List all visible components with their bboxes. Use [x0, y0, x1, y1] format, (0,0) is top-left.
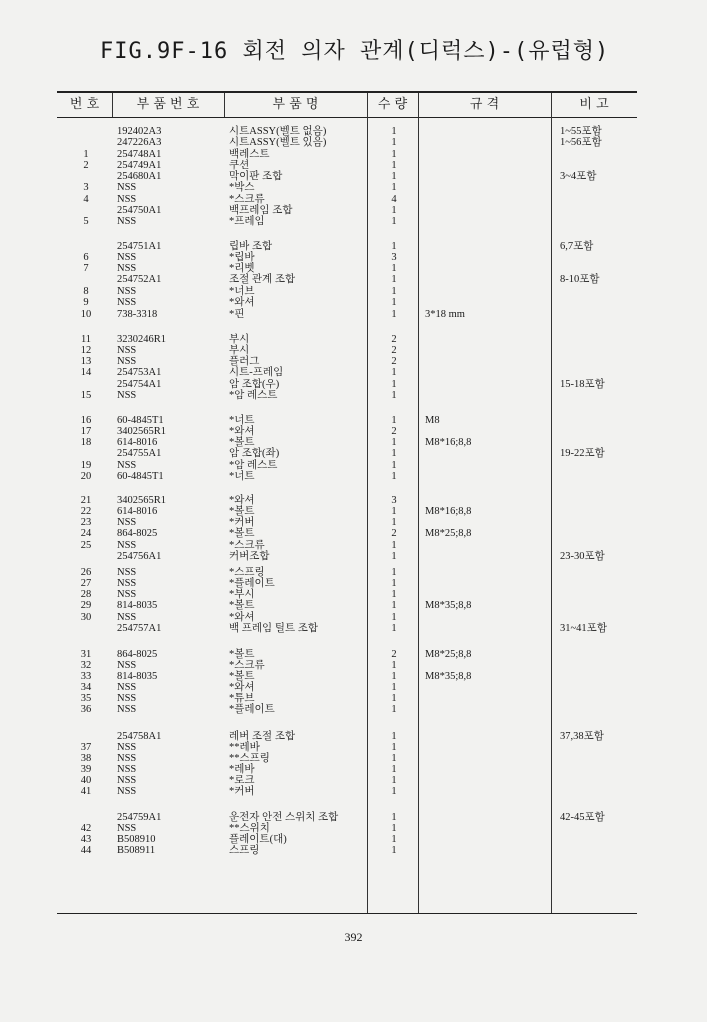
item-number: 22: [80, 506, 92, 517]
part-number: 254749A1: [117, 160, 162, 171]
part-name: *와셔: [229, 297, 255, 308]
quantity: 1: [391, 149, 397, 160]
table-row: [0, 263, 707, 274]
part-number: NSS: [117, 567, 137, 578]
quantity: 1: [391, 682, 397, 693]
page-title: FIG.9F-16 회전 의자 관계(디럭스)-(유럽형): [100, 39, 610, 64]
item-number: 4: [83, 194, 89, 205]
part-number: NSS: [117, 345, 137, 356]
header-bottom-rule: [57, 117, 637, 118]
table-row: [0, 600, 707, 611]
item-number: 28: [80, 589, 92, 600]
part-number: NSS: [117, 286, 137, 297]
part-name: *와셔: [229, 426, 255, 437]
part-number: NSS: [117, 753, 137, 764]
part-name: *볼트: [229, 437, 255, 448]
table-row: [0, 671, 707, 682]
item-number: 3: [83, 182, 89, 193]
table-row: [0, 334, 707, 345]
part-number: NSS: [117, 742, 137, 753]
item-number: 39: [80, 764, 92, 775]
item-number: 19: [80, 460, 92, 471]
specification: M8*25;8,8: [425, 649, 472, 660]
part-number: 254755A1: [117, 448, 162, 459]
part-number: NSS: [117, 460, 137, 471]
part-name: *와셔: [229, 612, 255, 623]
table-row: [0, 274, 707, 285]
part-name: 백레스트: [229, 149, 270, 160]
table-row: [0, 528, 707, 539]
table-row: [0, 126, 707, 137]
table-row: [0, 379, 707, 390]
item-number: 25: [80, 540, 92, 551]
quantity: 1: [391, 671, 397, 682]
part-number: 814-8035: [117, 671, 158, 682]
part-number: 254758A1: [117, 731, 162, 742]
quantity: 1: [391, 704, 397, 715]
quantity: 1: [391, 367, 397, 378]
table-row: [0, 517, 707, 528]
part-number: 254754A1: [117, 379, 162, 390]
table-row: [0, 612, 707, 623]
item-number: 42: [80, 823, 92, 834]
quantity: 1: [391, 660, 397, 671]
item-number: 12: [80, 345, 92, 356]
part-number: 3402565R1: [117, 426, 167, 437]
part-name: 플러그: [229, 356, 260, 367]
item-number: 36: [80, 704, 92, 715]
part-name: *스크류: [229, 540, 265, 551]
item-number: 38: [80, 753, 92, 764]
item-number: 14: [80, 367, 92, 378]
part-name: 시트-프레임: [229, 367, 284, 378]
part-number: NSS: [117, 182, 137, 193]
remark: 1~56포함: [560, 137, 602, 148]
part-number: 814-8035: [117, 600, 158, 611]
part-name: *스크류: [229, 194, 265, 205]
part-name: *와셔: [229, 682, 255, 693]
table-row: [0, 367, 707, 378]
part-number: 60-4845T1: [117, 471, 164, 482]
remark: 15-18포함: [560, 379, 605, 390]
part-name: 백 프레임 틸트 조합: [229, 623, 319, 634]
item-number: 8: [83, 286, 89, 297]
quantity: 1: [391, 506, 397, 517]
table-row: [0, 297, 707, 308]
specification: M8*35;8,8: [425, 600, 472, 611]
quantity: 1: [391, 731, 397, 742]
header-part-no: 부 품 번 호: [136, 97, 200, 112]
table-row: [0, 149, 707, 160]
table-row: [0, 160, 707, 171]
part-number: 254756A1: [117, 551, 162, 562]
part-name: *너트: [229, 415, 255, 426]
part-number: 3402565R1: [117, 495, 167, 506]
item-number: 26: [80, 567, 92, 578]
table-row: [0, 495, 707, 506]
table-row: [0, 742, 707, 753]
remark: 37,38포함: [560, 731, 604, 742]
part-name: *스크류: [229, 660, 265, 671]
item-number: 37: [80, 742, 92, 753]
part-number: 254751A1: [117, 241, 162, 252]
table-row: [0, 356, 707, 367]
part-name: 부시: [229, 345, 250, 356]
part-name: *립바: [229, 252, 255, 263]
part-number: NSS: [117, 356, 137, 367]
table-row: [0, 471, 707, 482]
quantity: 4: [391, 194, 397, 205]
part-number: 254757A1: [117, 623, 162, 634]
part-name: *너트: [229, 471, 255, 482]
quantity: 3: [391, 495, 397, 506]
quantity: 1: [391, 845, 397, 856]
quantity: 1: [391, 460, 397, 471]
part-name: 막이판 조합: [229, 171, 283, 182]
quantity: 1: [391, 623, 397, 634]
item-number: 15: [80, 390, 92, 401]
table-row: [0, 137, 707, 148]
quantity: 1: [391, 471, 397, 482]
item-number: 17: [80, 426, 92, 437]
table-row: [0, 182, 707, 193]
item-number: 7: [83, 263, 89, 274]
part-number: 247226A3: [117, 137, 162, 148]
quantity: 1: [391, 551, 397, 562]
table-row: [0, 623, 707, 634]
quantity: 1: [391, 171, 397, 182]
table-row: [0, 194, 707, 205]
part-name: *리벳: [229, 263, 255, 274]
quantity: 1: [391, 297, 397, 308]
quantity: 1: [391, 834, 397, 845]
part-number: NSS: [117, 786, 137, 797]
table-row: [0, 775, 707, 786]
part-name: *볼트: [229, 671, 255, 682]
specification: M8*25;8,8: [425, 528, 472, 539]
quantity: 1: [391, 775, 397, 786]
quantity: 1: [391, 567, 397, 578]
part-name: 운전자 안전 스위치 조합: [229, 812, 339, 823]
quantity: 2: [391, 334, 397, 345]
quantity: 1: [391, 390, 397, 401]
part-name: 조절 관계 조합: [229, 274, 296, 285]
part-name: *레바: [229, 764, 255, 775]
item-number: 16: [80, 415, 92, 426]
table-row: [0, 506, 707, 517]
part-number: NSS: [117, 823, 137, 834]
part-name: *볼트: [229, 649, 255, 660]
table-row: [0, 216, 707, 227]
part-name: *스프링: [229, 567, 265, 578]
part-number: NSS: [117, 682, 137, 693]
item-number: 23: [80, 517, 92, 528]
part-name: **스위치: [229, 823, 270, 834]
quantity: 3: [391, 252, 397, 263]
specification: M8*16;8,8: [425, 506, 472, 517]
remark: 3~4포함: [560, 171, 597, 182]
remark: 6,7포함: [560, 241, 594, 252]
item-number: 29: [80, 600, 92, 611]
part-number: B508910: [117, 834, 156, 845]
item-number: 35: [80, 693, 92, 704]
table-row: [0, 660, 707, 671]
item-number: 40: [80, 775, 92, 786]
part-number: 254759A1: [117, 812, 162, 823]
quantity: 1: [391, 415, 397, 426]
quantity: 2: [391, 649, 397, 660]
quantity: 1: [391, 600, 397, 611]
part-name: *부시: [229, 589, 255, 600]
quantity: 1: [391, 309, 397, 320]
table-row: [0, 786, 707, 797]
item-number: 18: [80, 437, 92, 448]
quantity: 1: [391, 693, 397, 704]
part-number: NSS: [117, 517, 137, 528]
part-number: 254680A1: [117, 171, 162, 182]
quantity: 1: [391, 578, 397, 589]
part-name: *프레임: [229, 216, 265, 227]
header-no: 번 호: [69, 97, 100, 112]
item-number: 43: [80, 834, 92, 845]
item-number: 20: [80, 471, 92, 482]
part-number: NSS: [117, 612, 137, 623]
part-name: 백프레임 조합: [229, 205, 293, 216]
quantity: 1: [391, 160, 397, 171]
remark: 19-22포함: [560, 448, 605, 459]
item-number: 9: [83, 297, 89, 308]
table-row: [0, 286, 707, 297]
quantity: 1: [391, 812, 397, 823]
quantity: 1: [391, 612, 397, 623]
part-number: NSS: [117, 660, 137, 671]
part-name: 부시: [229, 334, 250, 345]
table-row: [0, 649, 707, 660]
quantity: 1: [391, 216, 397, 227]
part-number: 60-4845T1: [117, 415, 164, 426]
table-row: [0, 309, 707, 320]
item-number: 31: [80, 649, 92, 660]
remark: 23-30포함: [560, 551, 605, 562]
table-row: [0, 567, 707, 578]
part-name: *볼트: [229, 600, 255, 611]
quantity: 2: [391, 356, 397, 367]
table-row: [0, 823, 707, 834]
table-row: [0, 460, 707, 471]
quantity: 1: [391, 205, 397, 216]
part-number: 192402A3: [117, 126, 162, 137]
table-row: [0, 704, 707, 715]
table-row: [0, 753, 707, 764]
remark: 8-10포함: [560, 274, 600, 285]
item-number: 5: [83, 216, 89, 227]
item-number: 10: [80, 309, 92, 320]
quantity: 1: [391, 753, 397, 764]
part-name: *핀: [229, 309, 245, 320]
part-number: NSS: [117, 589, 137, 600]
quantity: 1: [391, 540, 397, 551]
table-row: [0, 731, 707, 742]
part-name: *튜브: [229, 693, 255, 704]
header-spec: 규 격: [469, 97, 500, 112]
part-name: *플레이트: [229, 578, 275, 589]
item-number: 1: [83, 149, 89, 160]
table-row: [0, 448, 707, 459]
part-number: 254752A1: [117, 274, 162, 285]
quantity: 1: [391, 448, 397, 459]
item-number: 32: [80, 660, 92, 671]
remark: 1~55포함: [560, 126, 602, 137]
item-number: 13: [80, 356, 92, 367]
part-name: 스프링: [229, 845, 260, 856]
part-number: 864-8025: [117, 528, 158, 539]
quantity: 1: [391, 517, 397, 528]
table-row: [0, 540, 707, 551]
part-name: *볼트: [229, 506, 255, 517]
part-number: NSS: [117, 578, 137, 589]
part-name: 시트ASSY(벨트 없음): [229, 126, 327, 137]
part-number: 738-3318: [117, 309, 158, 320]
part-name: 암 조합(좌): [229, 448, 280, 459]
part-name: **레바: [229, 742, 260, 753]
table-row: [0, 252, 707, 263]
item-number: 11: [80, 334, 92, 345]
quantity: 1: [391, 126, 397, 137]
part-number: B508911: [117, 845, 156, 856]
part-name: *커버: [229, 786, 255, 797]
specification: M8*16;8,8: [425, 437, 472, 448]
specification: 3*18 mm: [425, 309, 465, 320]
part-number: 254750A1: [117, 205, 162, 216]
quantity: 1: [391, 286, 397, 297]
part-number: NSS: [117, 540, 137, 551]
table-row: [0, 426, 707, 437]
quantity: 1: [391, 742, 397, 753]
quantity: 1: [391, 823, 397, 834]
part-name: 암 조합(우): [229, 379, 280, 390]
item-number: 6: [83, 252, 89, 263]
part-number: NSS: [117, 693, 137, 704]
part-number: NSS: [117, 252, 137, 263]
part-name: *로크: [229, 775, 255, 786]
header-part-name: 부 품 명: [272, 97, 319, 112]
part-number: 614-8016: [117, 437, 158, 448]
quantity: 1: [391, 274, 397, 285]
part-name: 커버조합: [229, 551, 270, 562]
part-name: 레버 조절 조합: [229, 731, 296, 742]
quantity: 1: [391, 241, 397, 252]
quantity: 2: [391, 345, 397, 356]
quantity: 1: [391, 379, 397, 390]
part-number: NSS: [117, 216, 137, 227]
table-row: [0, 693, 707, 704]
part-number: 3230246R1: [117, 334, 167, 345]
item-number: 44: [80, 845, 92, 856]
part-name: **스프링: [229, 753, 270, 764]
table-row: [0, 171, 707, 182]
table-bottom-rule: [57, 913, 637, 914]
part-name: *커버: [229, 517, 255, 528]
table-row: [0, 682, 707, 693]
quantity: 1: [391, 589, 397, 600]
part-name: *박스: [229, 182, 255, 193]
quantity: 1: [391, 263, 397, 274]
specification: M8*35;8,8: [425, 671, 472, 682]
quantity: 1: [391, 786, 397, 797]
table-row: [0, 764, 707, 775]
item-number: 27: [80, 578, 92, 589]
item-number: 21: [80, 495, 92, 506]
part-name: 쿠션: [229, 160, 250, 171]
table-row: [0, 390, 707, 401]
part-name: 시트ASSY(벨트 있음): [229, 137, 327, 148]
part-name: *볼트: [229, 528, 255, 539]
quantity: 1: [391, 437, 397, 448]
part-number: NSS: [117, 764, 137, 775]
part-number: NSS: [117, 704, 137, 715]
part-name: *암 레스트: [229, 390, 278, 401]
header-note: 비 고: [579, 97, 609, 112]
part-name: 립바 조합: [229, 241, 273, 252]
item-number: 41: [80, 786, 92, 797]
item-number: 34: [80, 682, 92, 693]
quantity: 1: [391, 764, 397, 775]
quantity: 1: [391, 137, 397, 148]
part-number: 614-8016: [117, 506, 158, 517]
item-number: 33: [80, 671, 92, 682]
table-row: [0, 578, 707, 589]
table-row: [0, 834, 707, 845]
table-row: [0, 415, 707, 426]
remark: 31~41포함: [560, 623, 607, 634]
part-number: 864-8025: [117, 649, 158, 660]
part-number: NSS: [117, 775, 137, 786]
quantity: 2: [391, 528, 397, 539]
specification: M8: [425, 415, 440, 426]
part-number: NSS: [117, 263, 137, 274]
table-row: [0, 345, 707, 356]
item-number: 24: [80, 528, 92, 539]
header-qty: 수 량: [377, 97, 408, 112]
part-name: 플레이트(대): [229, 834, 287, 845]
part-number: 254753A1: [117, 367, 162, 378]
table-row: [0, 241, 707, 252]
table-row: [0, 845, 707, 856]
table-row: [0, 205, 707, 216]
part-number: 254748A1: [117, 149, 162, 160]
part-number: NSS: [117, 297, 137, 308]
part-name: *와셔: [229, 495, 255, 506]
table-row: [0, 812, 707, 823]
part-name: *플레이트: [229, 704, 275, 715]
table-row: [0, 551, 707, 562]
quantity: 1: [391, 182, 397, 193]
table-row: [0, 589, 707, 600]
part-name: *너브: [229, 286, 255, 297]
remark: 42-45포함: [560, 812, 605, 823]
part-name: *암 레스트: [229, 460, 278, 471]
page-number: 392: [344, 930, 363, 944]
item-number: 30: [80, 612, 92, 623]
item-number: 2: [83, 160, 89, 171]
part-number: NSS: [117, 390, 137, 401]
quantity: 2: [391, 426, 397, 437]
part-number: NSS: [117, 194, 137, 205]
table-row: [0, 437, 707, 448]
